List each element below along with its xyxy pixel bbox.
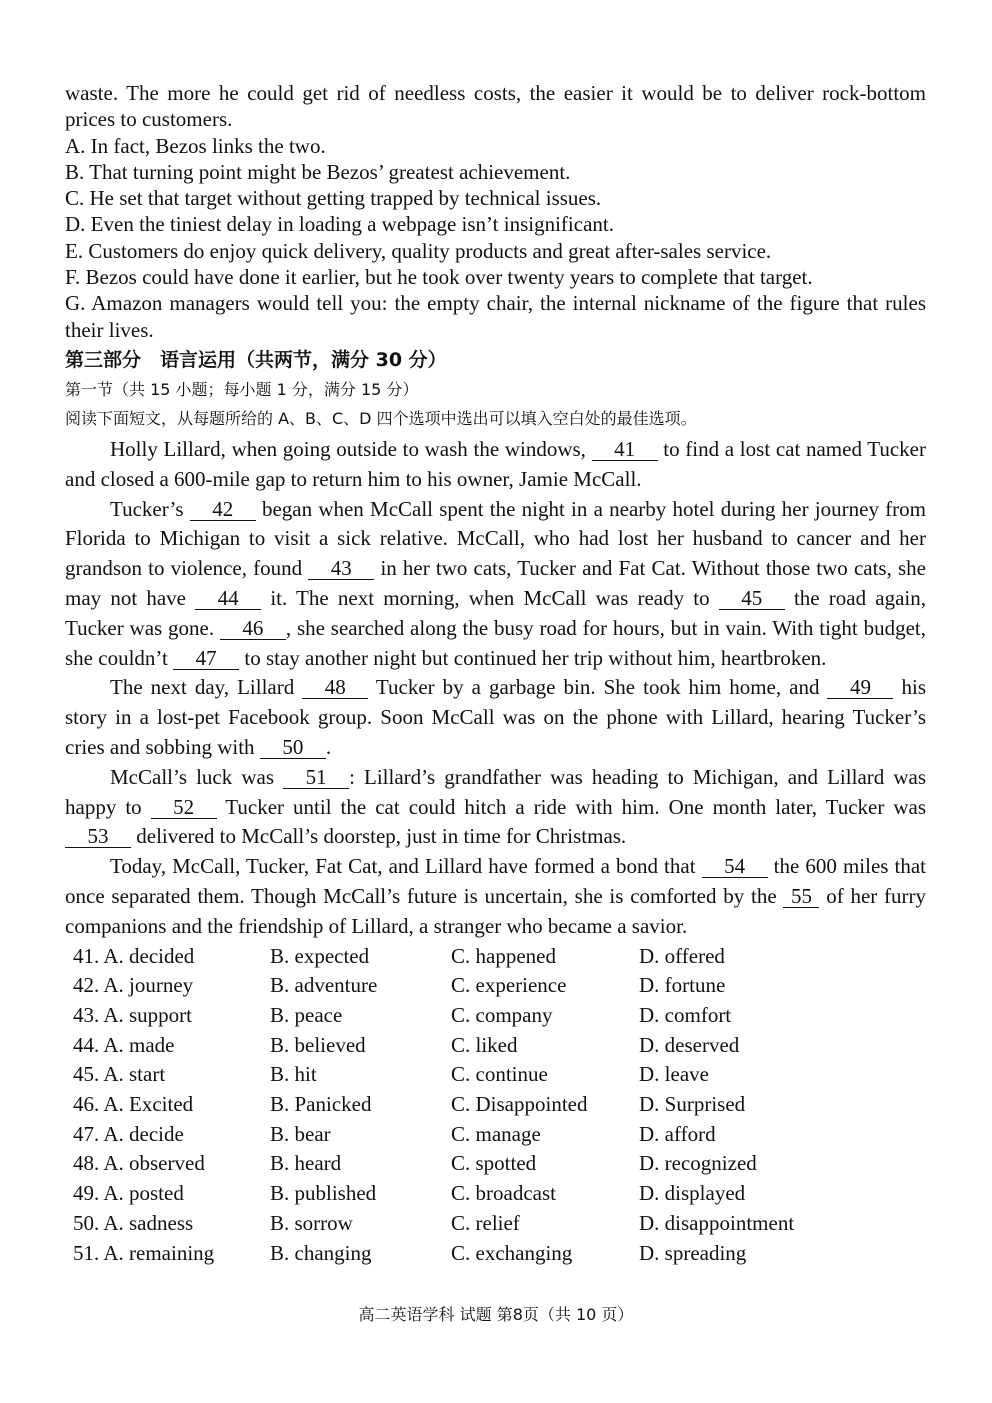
cloze-passage [65, 435, 926, 942]
option-c: C. broadcast [451, 1181, 556, 1206]
option-c: C. spotted [451, 1151, 537, 1176]
blank-44: 44 [195, 588, 261, 610]
page-footer: 高二英语学科 试题 第8页（共 10 页） [358, 1305, 634, 1324]
paragraph-5: Today, McCall, Tucker, Fat Cat, and Lillard have formed a bond that 54 the 600 miles that once separated them. Though McCall’s future is uncertain, she is comforted by the 55 of her furry companions and the friendship of Lillard, a stranger who became a savior. [65, 854, 926, 938]
option-a [73, 971, 270, 1001]
blank-45: 45 [719, 588, 785, 610]
option-g-sentence: G. Amazon managers would tell you: the empty chair, the internal nickname of the figure that rules their lives. [65, 291, 926, 342]
option-c: C. exchanging [451, 1240, 573, 1265]
option-d: D. offered [639, 943, 725, 968]
option-a [73, 1090, 270, 1120]
section-heading: 第三部分 语言运用（共两节，满分 30 分） [65, 348, 447, 371]
option-c-sentence: C. He set that target without getting trapped by technical issues. [65, 186, 602, 211]
option-row [73, 1060, 859, 1090]
section-instruction: 阅读下面短文，从每题所给的 A、B、C、D 四个选项中选出可以填入空白处的最佳选项。 [65, 408, 697, 428]
blank-51: 51 [283, 767, 349, 789]
paragraph-3: The next day, Lillard 48 Tucker by a garbage bin. She took him home, and 49 his story in a lost-pet Facebook group. Soon McCall was on the phone with Lillard, hearing Tucker’s cries and sobbing with 50 . [65, 675, 927, 759]
option-text: A. observed [103, 1151, 205, 1176]
option-b: B. sorrow [270, 1210, 353, 1235]
question-number: 50. [73, 1210, 100, 1235]
blank-47: 47 [173, 648, 239, 670]
option-row [73, 1179, 859, 1209]
option-b: B. hit [270, 1062, 317, 1087]
option-c: C. relief [451, 1210, 520, 1235]
blank-46: 46 [220, 618, 286, 640]
option-row [73, 1090, 859, 1120]
option-row [73, 1001, 859, 1031]
section-subheading: 第一节（共 15 小题；每小题 1 分，满分 15 分） [65, 379, 419, 399]
question-number: 41. [73, 943, 100, 968]
option-row [73, 1239, 859, 1269]
blank-55: 55 [783, 886, 819, 908]
option-row [73, 1031, 859, 1061]
option-d: D. deserved [639, 1032, 740, 1057]
option-c: C. happened [451, 943, 556, 968]
option-text: A. remaining [103, 1240, 215, 1265]
option-d: D. fortune [639, 973, 726, 998]
option-b-sentence: B. That turning point might be Bezos’ greatest achievement. [65, 159, 571, 184]
option-text: A. support [103, 1002, 193, 1027]
option-d-sentence: D. Even the tiniest delay in loading a webpage isn’t insignificant. [65, 212, 614, 237]
option-row [73, 1120, 859, 1150]
question-number: 47. [73, 1121, 100, 1146]
option-b: B. bear [270, 1121, 331, 1146]
option-c: C. Disappointed [451, 1092, 588, 1117]
option-a-sentence: A. In fact, Bezos links the two. [65, 133, 326, 158]
option-text: A. decide [103, 1121, 184, 1146]
option-a [73, 1120, 270, 1150]
option-text: A. decided [103, 943, 195, 968]
blank-42: 42 [190, 499, 256, 521]
option-a [73, 1031, 270, 1061]
option-a [73, 1179, 270, 1209]
option-a [73, 1060, 270, 1090]
option-text: A. sadness [103, 1210, 194, 1235]
option-text: A. posted [103, 1181, 184, 1206]
option-d: D. disappointment [639, 1210, 795, 1235]
question-number: 42. [73, 973, 100, 998]
option-text: A. start [103, 1062, 166, 1087]
option-text: A. made [103, 1032, 175, 1057]
question-number: 43. [73, 1002, 100, 1027]
option-d: D. comfort [639, 1002, 732, 1027]
answer-options-table [73, 942, 859, 1269]
option-c: C. manage [451, 1121, 541, 1146]
option-row [73, 1209, 859, 1239]
option-b: B. peace [270, 1002, 343, 1027]
option-d: D. displayed [639, 1181, 746, 1206]
question-number: 46. [73, 1092, 100, 1117]
blank-54: 54 [702, 856, 768, 878]
option-b: B. changing [270, 1240, 372, 1265]
option-row [73, 942, 859, 972]
option-b: B. Panicked [270, 1092, 372, 1117]
option-a [73, 942, 270, 972]
option-d: D. Surprised [639, 1092, 746, 1117]
option-d: D. afford [639, 1121, 716, 1146]
question-number: 49. [73, 1181, 100, 1206]
blank-53: 53 [65, 826, 131, 848]
option-c: C. experience [451, 973, 567, 998]
option-b: B. believed [270, 1032, 366, 1057]
option-b: B. heard [270, 1151, 342, 1176]
option-c: C. continue [451, 1062, 548, 1087]
question-number: 51. [73, 1240, 100, 1265]
option-d: D. recognized [639, 1151, 757, 1176]
option-d: D. spreading [639, 1240, 747, 1265]
option-a [73, 1239, 270, 1269]
blank-43: 43 [308, 558, 374, 580]
option-d: D. leave [639, 1062, 709, 1087]
blank-41: 41 [592, 439, 658, 461]
question-number: 45. [73, 1062, 100, 1087]
blank-49: 49 [827, 677, 893, 699]
paragraph-2: Tucker’s 42 began when McCall spent the night in a nearby hotel during her journey from Florida to Michigan to visit a sick relative. McCall, who had lost her husband to cancer and her grandson to violence, found 43 in her two cats, Tucker and Fat Cat. Without those two cats, she may not have 44 it. The next morning, when McCall was ready to 45 the road again, Tucker was gone. 46 , she searched along the busy road for hours, but in vain. With tight budget, she couldn’t 47 to stay another night but continued her trip without him, heartbroken. [65, 496, 926, 670]
question-number: 48. [73, 1151, 100, 1176]
option-c: C. liked [451, 1032, 518, 1057]
option-c: C. company [451, 1002, 553, 1027]
option-text: A. Excited [103, 1092, 194, 1117]
question-number: 44. [73, 1032, 100, 1057]
blank-48: 48 [302, 677, 368, 699]
option-row [73, 971, 859, 1001]
option-row [73, 1149, 859, 1179]
blank-50: 50 [260, 737, 326, 759]
option-a [73, 1149, 270, 1179]
option-b: B. adventure [270, 973, 378, 998]
option-a [73, 1209, 270, 1239]
option-b: B. published [270, 1181, 377, 1206]
blank-52: 52 [151, 797, 217, 819]
option-e-sentence: E. Customers do enjoy quick delivery, quality products and great after-sales service. [65, 238, 772, 263]
option-b: B. expected [270, 943, 370, 968]
opening-text: waste. The more he could get rid of needless costs, the easier it would be to deliver rock-bottom prices to customers. [65, 81, 926, 132]
option-text: A. journey [103, 973, 194, 998]
paragraph-1: Holly Lillard, when going outside to wash the windows, 41 to find a lost cat named Tucker and closed a 600-mile gap to return him to his owner, Jamie McCall. [65, 436, 926, 491]
option-a [73, 1001, 270, 1031]
option-f-sentence: F. Bezos could have done it earlier, but he took over twenty years to complete that target. [65, 265, 813, 290]
paragraph-4: McCall’s luck was 51 : Lillard’s grandfather was heading to Michigan, and Lillard was happy to 52 Tucker until the cat could hitch a ride with him. One month later, Tucker was 53 delivered to McCall’s doorstep, just in time for Christmas. [65, 764, 927, 849]
option-sentences [65, 80, 926, 343]
